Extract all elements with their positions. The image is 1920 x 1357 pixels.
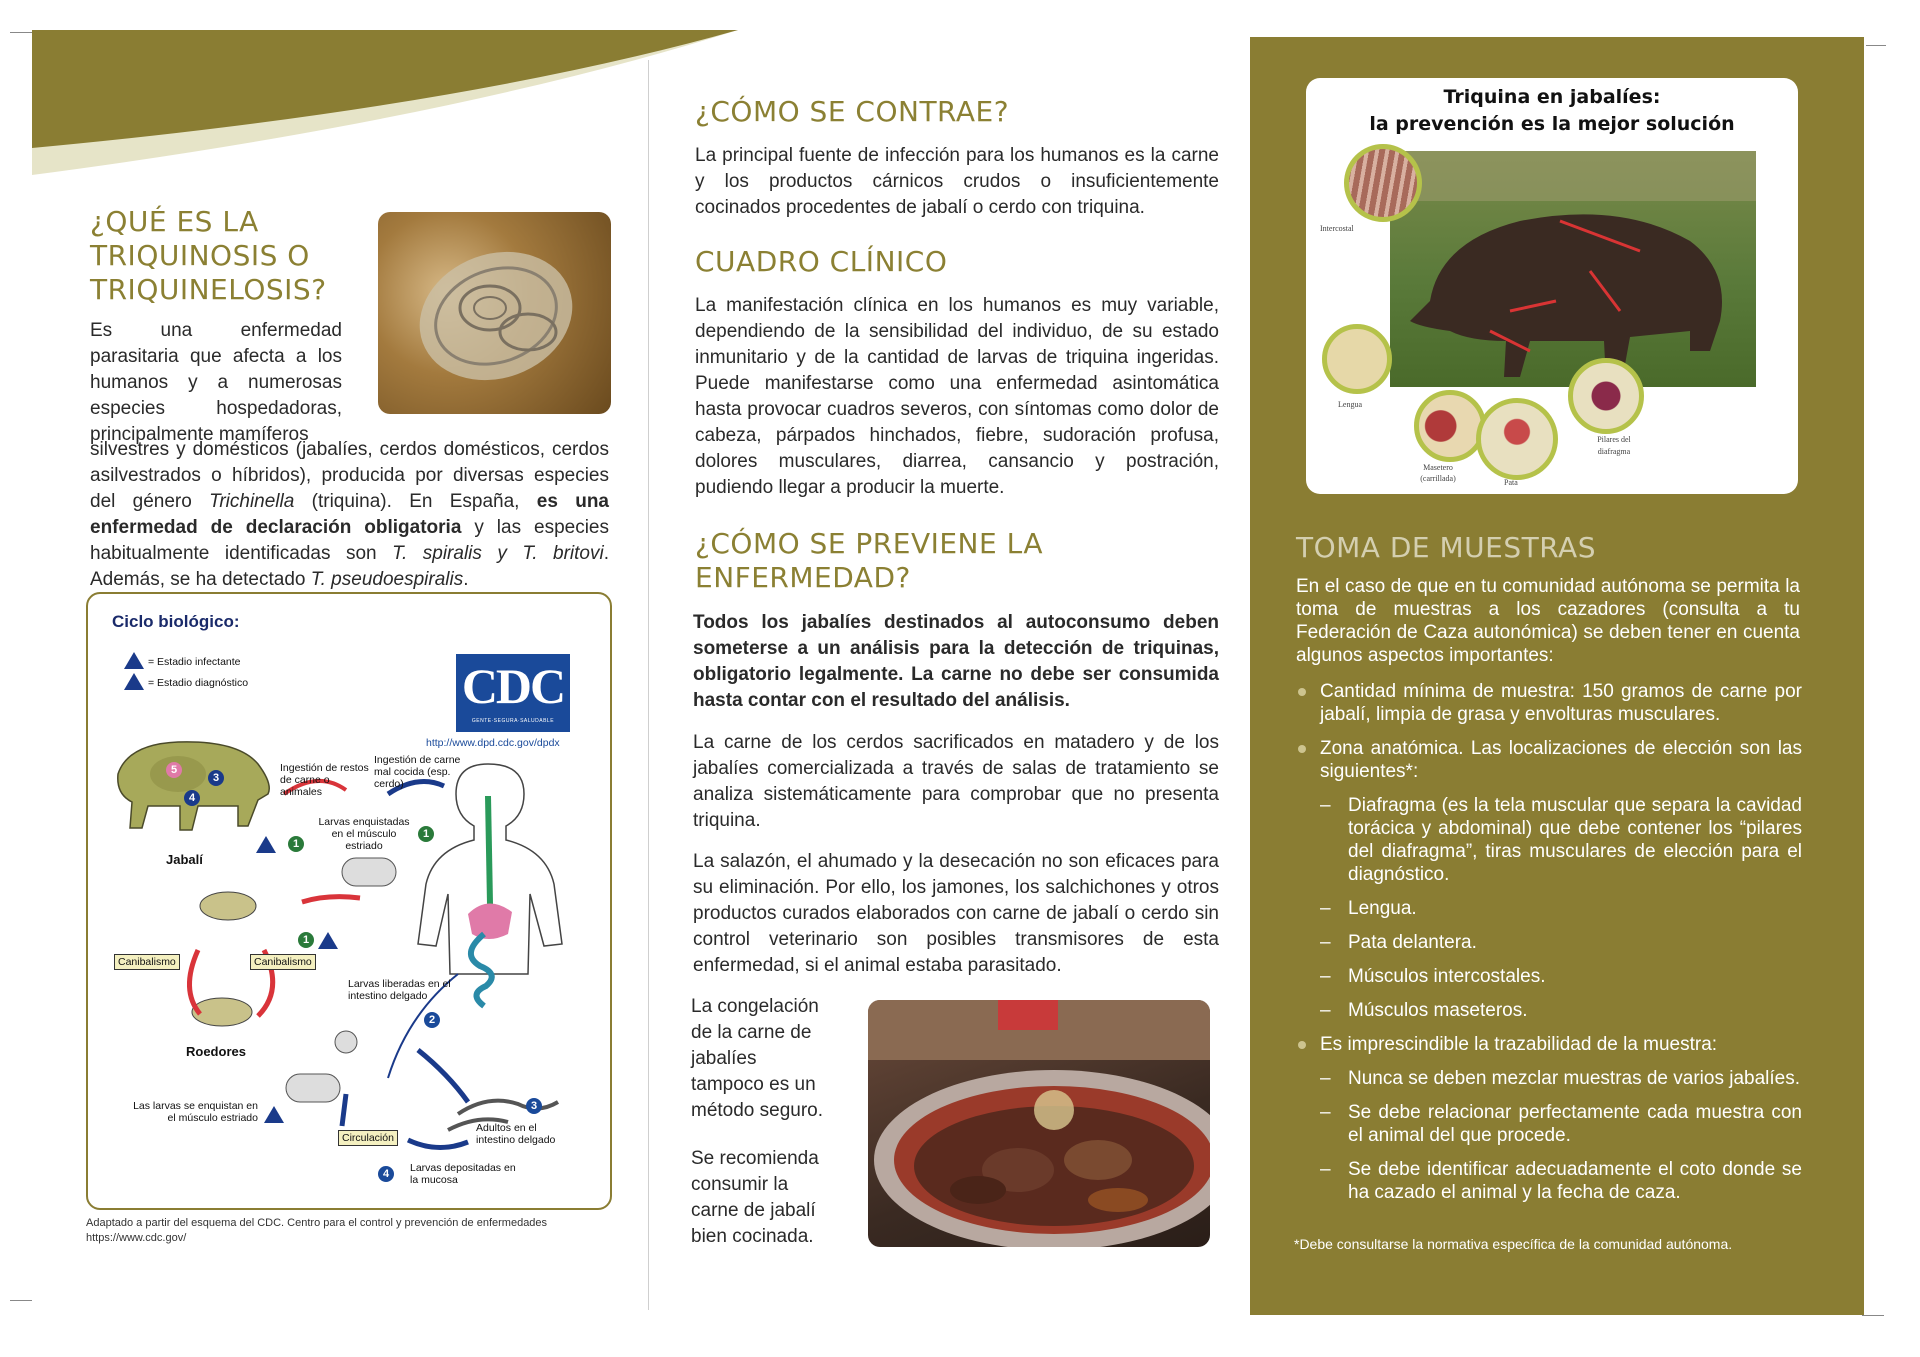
fold-line: [648, 60, 649, 1310]
crop-mark: [1862, 1315, 1884, 1316]
cooked-boar-stew-photo: [868, 1000, 1210, 1247]
stage-4-marker: 4: [378, 1166, 394, 1182]
label-ingest-remains: Ingestión de restos de carne o animales: [280, 762, 369, 798]
sub-list-item: – Se debe identificar adecuadamente el coto donde se ha cazado el animal y la fecha de caza.: [1296, 1158, 1802, 1204]
list-item: Es imprescindible la trazabilidad de la muestra:: [1296, 1033, 1802, 1056]
stage-1-marker: 1: [288, 836, 304, 852]
sub-list-item: – Se debe relacionar perfectamente cada muestra con el animal del que procede.: [1296, 1101, 1802, 1147]
cdc-logo: CDC GENTE·SEGURA·SALUDABLE: [456, 654, 570, 732]
infective-stage-icon: [256, 836, 276, 853]
title-line: TRIQUINELOSIS?: [90, 273, 327, 306]
text-recomienda: Se recomienda consumir la carne de jabalí bien cocinada.: [691, 1148, 819, 1247]
boar-photo: [1390, 151, 1756, 387]
infective-stage-icon: [318, 932, 338, 949]
stage-2-marker: 2: [424, 1012, 440, 1028]
intro-text: silvestres y domésticos (jabalíes, cerdos domésticos, cerdos asilvestrados o híbridos), producida por diversas especies del género Trichinella (triquina). En España, es una enfermedad de declaración obligatoria y las especies habitualmente identificadas son T. spiralis y T. britovi. Además, se ha detectado T. pseudoespiralis.: [90, 439, 610, 590]
sub-list-item: – Lengua.: [1296, 897, 1802, 920]
heading-como-se-contrae: ¿CÓMO SE CONTRAE?: [695, 95, 1010, 128]
legend-infective: = Estadio infectante: [148, 656, 241, 668]
heading-toma-de-muestras: TOMA DE MUESTRAS: [1296, 531, 1596, 564]
card-title: Triquina en jabalíes: la prevención es la mejor solución: [1369, 86, 1735, 135]
sub-list-item: – Músculos maseteros.: [1296, 999, 1802, 1022]
stage-4-marker: 4: [184, 790, 200, 806]
label-deposited: Larvas depositadas en la mucosa: [410, 1162, 516, 1186]
label-boar: Jabalí: [166, 852, 203, 867]
label-released: Larvas liberadas en el intestino delgado: [348, 978, 451, 1002]
tongue-sample-icon: [1322, 324, 1392, 394]
intercostal-sample-icon: [1344, 144, 1422, 222]
legend-diagnostic: = Estadio diagnóstico: [148, 677, 249, 689]
sub-list-item: – Nunca se deben mezclar muestras de varios jabalíes.: [1296, 1067, 1802, 1090]
text-analisis-obligatorio: Todos los jabalíes destinados al autoconsumo deben someterse a un análisis para la detección de triquinas, obligatorio legalmente. La carne no debe ser consumida hasta contar con el resultado del análisis.: [693, 612, 1219, 711]
list-item: Zona anatómica. Las localizaciones de elección son las siguientes*:: [1296, 737, 1802, 783]
boar-sampling-card: [1306, 78, 1798, 494]
diaphragm-pillars-sample-icon: [1568, 358, 1644, 434]
footnote: *Debe consultarse la normativa específica de la comunidad autónoma.: [1294, 1236, 1733, 1252]
sub-list-item: – Diafragma (es la tela muscular que separa la cavidad torácica y abdominal) que debe contener los “pilares del diafragma”, tiras musculares de elección para el diagnóstico.: [1296, 794, 1802, 886]
crop-mark: [10, 32, 32, 33]
heading-como-se-previene: ¿CÓMO SE PREVIENE LA ENFERMEDAD?: [695, 527, 1043, 594]
larva-microscope-photo: [378, 212, 611, 414]
cycle-title: Ciclo biológico:: [112, 612, 240, 631]
leg-sample-icon: [1476, 398, 1558, 480]
label-encyst-muscle: Las larvas se enquistan en el músculo estriado: [133, 1100, 258, 1124]
label-cannibalism-right: Canibalismo: [250, 954, 316, 970]
text-congelacion: La congelación de la carne de jabalíes tampoco es un método seguro.: [691, 996, 824, 1121]
biological-cycle-diagram: [86, 592, 612, 1210]
tag-lengua: Lengua: [1338, 400, 1362, 409]
label-rodents: Roedores: [186, 1044, 246, 1059]
crop-mark: [10, 1300, 32, 1301]
text-clinico: La manifestación clínica en los humanos es muy variable, dependiendo de la sensibilidad del individuo, de su estado inmunitario y de la cantidad de larvas de triquina ingeridas. Puede manifestarse como una enfermedad asintomática hasta provocar cuadros severos, con síntomas como dolor de cabeza, párpados hinchados, fiebre, sudoración profusa, dolores musculares, diarrea, cansancio y postración, pudiendo llegar a producir la muerte.: [695, 295, 1219, 498]
tag-pilares: Pilares del diafragma: [1597, 435, 1631, 456]
title-line: ¿QUÉ ES LA: [90, 205, 259, 238]
intro-narrow-text: Es una enfermedad parasitaria que afecta a los humanos y a numerosas especies hospedadoras, principalmente mamíferos: [90, 320, 342, 445]
title-line: TRIQUINOSIS O: [90, 239, 310, 272]
stage-1-marker: 1: [418, 826, 434, 842]
label-encysted: Larvas enquistadas en el músculo estriado: [318, 816, 410, 852]
section-que-es: [90, 205, 390, 307]
label-adults: Adultos en el intestino delgado: [476, 1122, 556, 1146]
masseter-sample-icon: [1414, 390, 1486, 462]
tag-masetero: Masetero (carrillada): [1420, 463, 1456, 483]
stage-3-marker: 3: [208, 770, 224, 786]
cycle-caption: Adaptado a partir del esquema del CDC. Centro para el control y prevención de enfermedades https://www.cdc.gov/: [86, 1217, 548, 1244]
tag-pata: Pata: [1504, 478, 1518, 487]
text-salazon: La salazón, el ahumado y la desecación no son eficaces para su eliminación. Por ello, los jamones, los salchichones y otros productos curados elaborados con carne de jabalí o cerdo sin control veterinario son posibles transmisores de esta enfermedad, si el animal estaba parasitado.: [693, 851, 1219, 976]
text-muestras-intro: En el caso de que en tu comunidad autónoma se permita la toma de muestras a los cazadores (consulta a tu Federación de Caza autonómica) se deben tener en cuenta algunos aspectos importantes:: [1296, 576, 1800, 666]
crop-mark: [1866, 45, 1886, 46]
label-circulation: Circulación: [338, 1130, 398, 1146]
cdc-url: http://www.dpd.cdc.gov/dpdx: [426, 737, 560, 749]
header-swoosh: [32, 30, 738, 180]
label-cannibalism-left: Canibalismo: [114, 954, 180, 970]
stage-5-marker: 5: [166, 762, 182, 778]
sub-list-item: – Músculos intercostales.: [1296, 965, 1802, 988]
stage-3-marker: 3: [526, 1098, 542, 1114]
heading-cuadro-clinico: CUADRO CLÍNICO: [695, 245, 948, 278]
sub-list-item: – Pata delantera.: [1296, 931, 1802, 954]
sampling-requirements-list: [1296, 680, 1802, 1215]
label-ingest-meat: Ingestión de carne mal cocida (esp. cerdo): [374, 754, 461, 790]
infective-stage-icon: [264, 1106, 284, 1123]
text-contrae: La principal fuente de infección para los humanos es la carne y los productos cárnicos crudos o insuficientemente cocinados procedentes de jabalí o cerdo con triquina.: [695, 145, 1219, 218]
text-mataderos: La carne de los cerdos sacrificados en matadero y de los jabalíes comercializada a través de salas de tratamiento se analiza sistemáticamente para comprobar que no presenta triquina.: [693, 732, 1219, 831]
stage-1-marker: 1: [298, 932, 314, 948]
list-item: Cantidad mínima de muestra: 150 gramos de carne por jabalí, limpia de grasa y envolturas musculares.: [1296, 680, 1802, 726]
tag-intercostal: Intercostal: [1320, 224, 1354, 233]
